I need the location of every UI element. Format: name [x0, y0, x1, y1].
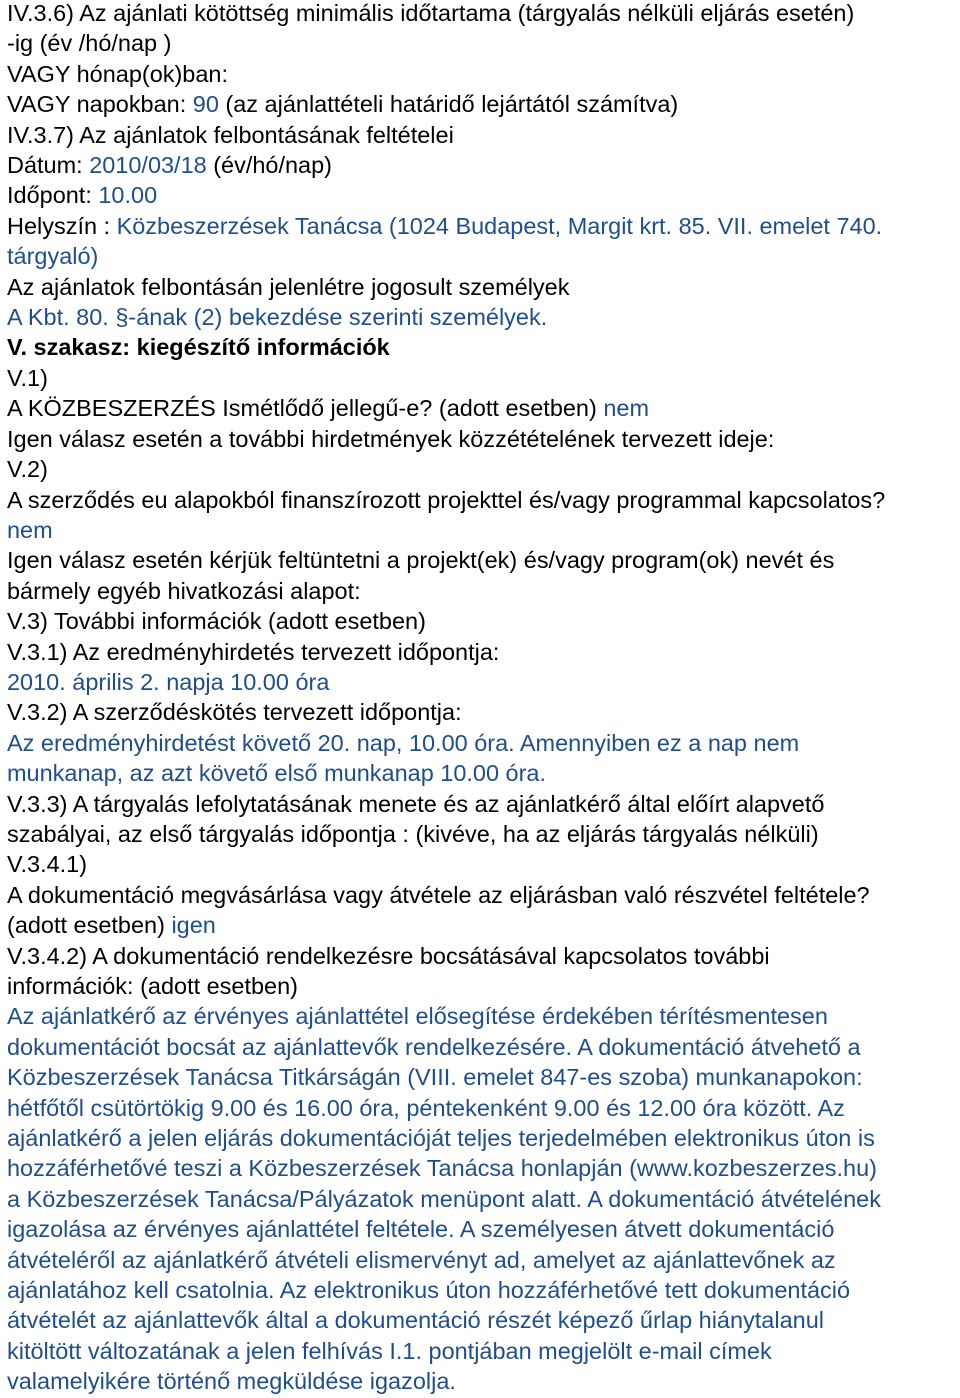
text-line [7, 637, 959, 667]
text-line [7, 606, 959, 636]
text-line [7, 272, 959, 302]
text-line [7, 1123, 959, 1153]
text-line [7, 302, 959, 332]
label-text: V.3.4.2) A dokumentáció rendelkezésre bocsátásával kapcsolatos további [7, 942, 770, 969]
label-text: V.3.1) Az eredményhirdetés tervezett időpontja: [7, 638, 500, 665]
field-value: hozzáférhetővé teszi a Közbeszerzések Tanácsa honlapján (www.kozbeszerzes.hu) [7, 1155, 877, 1182]
text-line [7, 89, 959, 119]
text-line [7, 1275, 959, 1305]
field-value: igazolása az érvényes ajánlattétel feltétele. A személyesen átvett dokumentáció [7, 1216, 835, 1243]
text-line [7, 1093, 959, 1123]
text-line [7, 485, 959, 515]
field-value: 10.00 [98, 182, 158, 209]
field-value: 90 [192, 91, 219, 118]
field-value: Közbeszerzések Tanácsa (1024 Budapest, Margit krt. 85. VII. emelet 740. [116, 212, 883, 239]
label-text: A KÖZBESZERZÉS Ismétlődő jellegű-e? (adott esetben) [7, 395, 604, 422]
text-line [7, 0, 959, 28]
text-line [7, 1032, 959, 1062]
text-line [7, 1214, 959, 1244]
text-line [7, 120, 959, 150]
field-value: 2010. április 2. napja 10.00 óra [7, 668, 330, 695]
label-text: (adott esetben) [7, 912, 172, 939]
text-line [7, 697, 959, 727]
label-text: Dátum: [7, 152, 90, 179]
text-line [7, 393, 959, 423]
label-text: VAGY hónap(ok)ban: [7, 60, 229, 87]
text-line [7, 971, 959, 1001]
text-line [7, 941, 959, 971]
text-line [7, 211, 959, 241]
label-text: VAGY napokban: [7, 91, 193, 118]
label-text: (év/hó/nap) [206, 152, 332, 179]
label-text: (az ajánlattételi határidő lejártától számítva) [218, 91, 679, 118]
field-value: Közbeszerzések Tanácsa Titkárságán (VIII. emelet 847-es szoba) munkanapokon: [7, 1064, 863, 1091]
text-line [7, 1062, 959, 1092]
text-line [7, 728, 959, 758]
text-line [7, 1305, 959, 1335]
field-value: átvételét az ajánlattevők által a dokumentáció részét képező űrlap hiánytalanul [7, 1307, 824, 1334]
text-line [7, 1245, 959, 1275]
label-text: V.2) [7, 456, 48, 483]
text-line [7, 1001, 959, 1031]
field-value: dokumentációt bocsát az ajánlattevők rendelkezésére. A dokumentáció átvehető a [7, 1033, 861, 1060]
field-value: valamelyikére történő megküldése igazolja. [7, 1368, 456, 1395]
text-line [7, 789, 959, 819]
text-line [7, 363, 959, 393]
text-line [7, 576, 959, 606]
text-line [7, 241, 959, 271]
label-text: V.3.2) A szerződéskötés tervezett időpontja: [7, 699, 462, 726]
label-text: Időpont: [7, 182, 99, 209]
label-text: V.3.3) A tárgyalás lefolytatásának menete és az ajánlatkérő által előírt alapvető [7, 790, 825, 817]
label-text: A dokumentáció megvásárlása vagy átvétele az eljárásban való részvétel feltétele? [7, 881, 870, 908]
text-line [7, 1184, 959, 1214]
label-text: V.1) [7, 364, 48, 391]
label-text: A szerződés eu alapokból finanszírozott projekttel és/vagy programmal kapcsolatos? [7, 486, 886, 513]
text-line [7, 1153, 959, 1183]
field-value: kitöltött változatának a jelen felhívás I.1. pontjában megjelölt e-mail címek [7, 1337, 772, 1364]
text-line [7, 454, 959, 484]
field-value: Az ajánlatkérő az érvényes ajánlattétel elősegítése érdekében térítésmentesen [7, 1003, 828, 1030]
text-line [7, 180, 959, 210]
text-line [7, 849, 959, 879]
text-line [7, 1336, 959, 1366]
field-value: munkanap, az azt követő első munkanap 10.00 óra. [7, 760, 547, 787]
label-text: -ig (év /hó/nap ) [7, 30, 172, 57]
text-line [7, 515, 959, 545]
text-line [7, 28, 959, 58]
field-value: hétfőtől csütörtökig 9.00 és 16.00 óra, péntekenként 9.00 és 12.00 óra között. Az [7, 1094, 845, 1121]
label-text: bármely egyéb hivatkozási alapot: [7, 577, 361, 604]
label-text: IV.3.7) Az ajánlatok felbontásának feltételei [7, 121, 454, 148]
label-text: V.3.4.1) [7, 851, 88, 878]
text-line [7, 545, 959, 575]
field-value: A Kbt. 80. §-ának (2) bekezdése szerinti személyek. [7, 304, 548, 331]
field-value: ajánlatához kell csatolnia. Az elektronikus úton hozzáférhetővé tett dokumentáció [7, 1277, 851, 1304]
field-value: a Közbeszerzések Tanácsa/Pályázatok menüpont alatt. A dokumentáció átvételének [7, 1185, 881, 1212]
label-text: V.3) További információk (adott esetben) [7, 608, 426, 635]
label-text: Igen válasz esetén kérjük feltüntetni a projekt(ek) és/vagy program(ok) nevét és [7, 547, 835, 574]
label-text: Az ajánlatok felbontásán jelenlétre jogosult személyek [7, 273, 570, 300]
section-heading: V. szakasz: kiegészítő információk [7, 334, 390, 361]
text-line [7, 667, 959, 697]
text-line [7, 332, 959, 362]
text-line [7, 758, 959, 788]
text-line [7, 910, 959, 940]
text-line [7, 150, 959, 180]
label-text: szabályai, az első tárgyalás időpontja : (kivéve, ha az eljárás tárgyalás nélküli) [7, 820, 819, 847]
label-text: IV.3.6) Az ajánlati kötöttség minimális időtartama (tárgyalás nélküli eljárás esetén) [7, 0, 855, 26]
text-line [7, 819, 959, 849]
field-value: nem [603, 395, 649, 422]
label-text: Igen válasz esetén a további hirdetmények közzétételének tervezett ideje: [7, 425, 775, 452]
text-line [7, 1366, 959, 1396]
field-value: átvételéről az ajánlatkérő átvételi elismervényt ad, amelyet az ajánlattevőnek az [7, 1246, 836, 1273]
field-value: ajánlatkérő a jelen eljárás dokumentációját teljes terjedelmében elektronikus úton is [7, 1125, 875, 1152]
field-value: nem [7, 516, 53, 543]
field-value: Az eredményhirdetést követő 20. nap, 10.00 óra. Amennyiben ez a nap nem [7, 729, 800, 756]
field-value: tárgyaló) [7, 243, 99, 270]
label-text: Helyszín : [7, 212, 117, 239]
text-line [7, 424, 959, 454]
field-value: igen [171, 912, 216, 939]
text-line [7, 880, 959, 910]
field-value: 2010/03/18 [89, 152, 207, 179]
label-text: információk: (adott esetben) [7, 973, 299, 999]
text-line [7, 59, 959, 89]
